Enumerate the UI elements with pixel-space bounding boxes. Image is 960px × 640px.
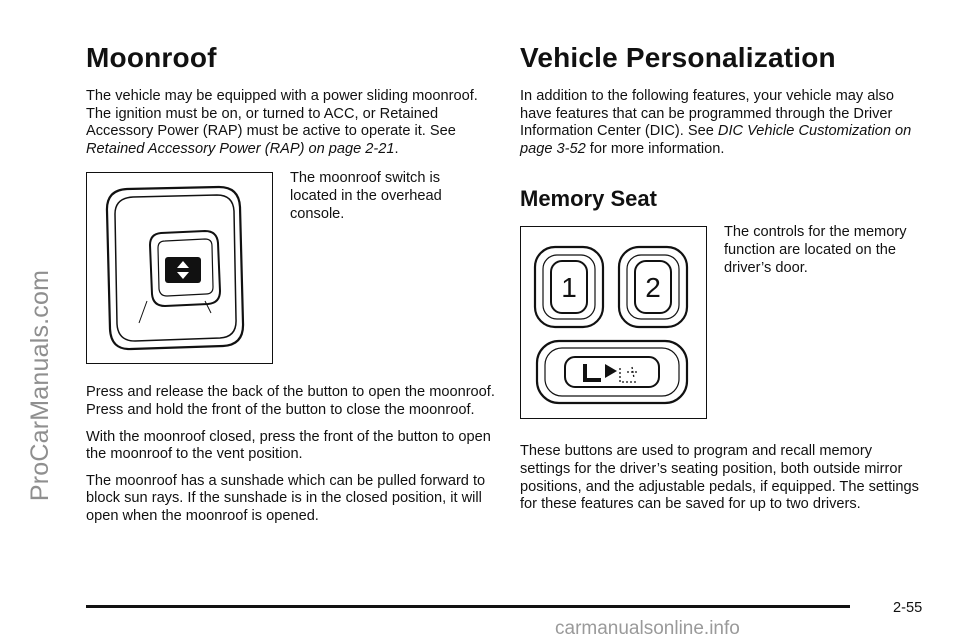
moonroof-figure-row [86,172,496,364]
memory-buttons-drawing [521,227,705,417]
moonroof-intro-text: The vehicle may be equipped with a power sliding moonroof. The ignition must be on, or turned to ACC, or Retained Accessory Power (RAP) must be active to operate it. See [86,88,478,140]
moonroof-vent: With the moonroof closed, press the front of the button to open the moonroof to the vent position. [86,428,491,463]
moonroof-switch-illustration [86,172,273,364]
moonroof-intro [86,88,496,158]
memory-figure-row [520,226,920,419]
moonroof-switch-drawing [87,173,271,362]
personalization-section [520,42,920,514]
side-watermark [18,150,64,620]
moonroof-heading: Moonroof [86,42,217,73]
personalization-intro-end: for more information. [585,140,725,157]
moonroof-open-close: Press and release the back of the button to open the moonroof. Press and hold the front of the button to close the moonroof. [86,384,495,418]
memory-seat-heading: Memory Seat [520,186,657,212]
personalization-intro-text: In addition to the following features, your vehicle may also have features that can be programmed through the Driver Information Center (DIC). See [520,88,894,140]
moonroof-intro-end: . [394,140,399,157]
personalization-heading: Vehicle Personalization [520,42,836,73]
memory-buttons-illustration [520,226,707,419]
dic-reference: DIC Vehicle Customization on page 3-52 [520,123,912,157]
moonroof-button-icon [165,257,201,283]
rap-reference: Retained Accessory Power (RAP) on page 2-21 [86,140,395,157]
seat-icon [583,364,601,382]
moonroof-sunshade: The moonroof has a sunshade which can be pulled forward to block sun rays. If the sunshade is in the closed position, it will open when the moonroof is opened. [86,472,486,524]
memory-buttons-description: These buttons are used to program and recall memory settings for the driver’s seating position, both outside mirror positions, and the adjustable pedals, if equipped. The settings for these features can be saved for up to two drivers. [520,443,919,513]
footer-rule [86,605,850,608]
memory-figure-caption: The controls for the memory function are located on the driver’s door. [724,224,907,276]
personalization-intro [520,88,920,158]
bottom-watermark: carmanualsonline.info [555,618,740,639]
moonroof-figure-caption: The moonroof switch is located in the overhead console. [290,170,442,222]
moonroof-section [86,42,496,526]
side-watermark-text: ProCarManuals.com [26,269,55,501]
page-number: 2-55 [893,600,923,616]
exit-arrow-icon [605,364,617,378]
memory-button-2-label: 2 [645,272,661,304]
memory-button-1-label: 1 [561,272,577,304]
seat-back-icon [620,367,637,382]
